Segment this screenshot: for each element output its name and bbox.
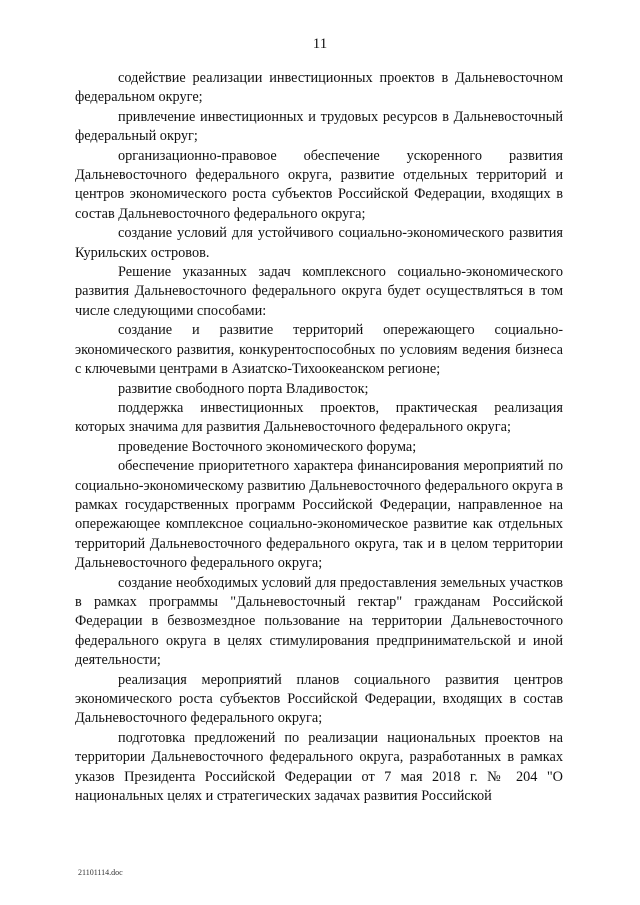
paragraph-eastern-forum: проведение Восточного экономического форума; (118, 438, 417, 455)
paragraph-advanced-territories: создание и развитие территорий опережающего социально-экономического развития, конкурентоспособных по условиям ведения бизнеса с ключевыми центрами в Азиатско-Тихоокеанском регионе; (75, 322, 563, 378)
paragraph-methods-intro: Решение указанных задач комплексного социально-экономического развития Дальневосточного федерального округа будет осуществляться в том числе следующими способами: (75, 264, 563, 319)
paragraph-vladivostok-port: развитие свободного порта Владивосток; (118, 380, 369, 397)
document-body (75, 69, 563, 806)
paragraph-national-projects: подготовка предложений по реализации национальных проектов на территории Дальневосточного федерального округа, разработанных в рамках указов Президента Российской Федерации от 7 мая 2018 г. № 204 "О национальных целях и стратегических задачах развития Российской (75, 729, 563, 805)
paragraph-kuril-islands: создание условий для устойчивого социально-экономического развития Курильских островов. (75, 225, 563, 261)
paragraph-far-eastern-hectare: создание необходимых условий для предоставления земельных участков в рамках программы "Дальневосточный гектар" гражданам Российской Федерации в безвозмездное пользование на территории Дальневосточного федерального округа в целях стимулирования предпринимательской и иной деятельности; (75, 574, 563, 669)
paragraph-project-support: поддержка инвестиционных проектов, практическая реализация которых значима для развития Дальневосточного федерального округа; (75, 399, 563, 436)
paragraph-legal-support: организационно-правовое обеспечение ускоренного развития Дальневосточного федерального округа, развитие отдельных территорий и центров экономического роста субъектов Российской Федерации, входящих в состав Дальневосточного федерального округа; (75, 147, 563, 222)
page-number: 11 (312, 36, 328, 52)
paragraph-investment-projects: содействие реализации инвестиционных проектов в Дальневосточном федеральном округе; (75, 70, 563, 106)
paragraph-priority-financing: обеспечение приоритетного характера финансирования мероприятий по социально-экономическому развитию Дальневосточного федерального округа в рамках государственных программ Российской Федерации, направленное на опережающее комплексное социально-экономическое развитие как отдельных территорий Дальневосточного федерального округа, так и в целом территории Дальневосточного федерального округа; (75, 458, 563, 572)
footer-document-code: 21101114.doc (78, 868, 123, 877)
paragraph-investment-labor-resources: привлечение инвестиционных и трудовых ресурсов в Дальневосточный федеральный округ; (75, 108, 563, 145)
paragraph-social-development-plans: реализация мероприятий планов социального развития центров экономического роста субъектов Российской Федерации, входящих в состав Дальневосточного федерального округа; (75, 671, 563, 727)
